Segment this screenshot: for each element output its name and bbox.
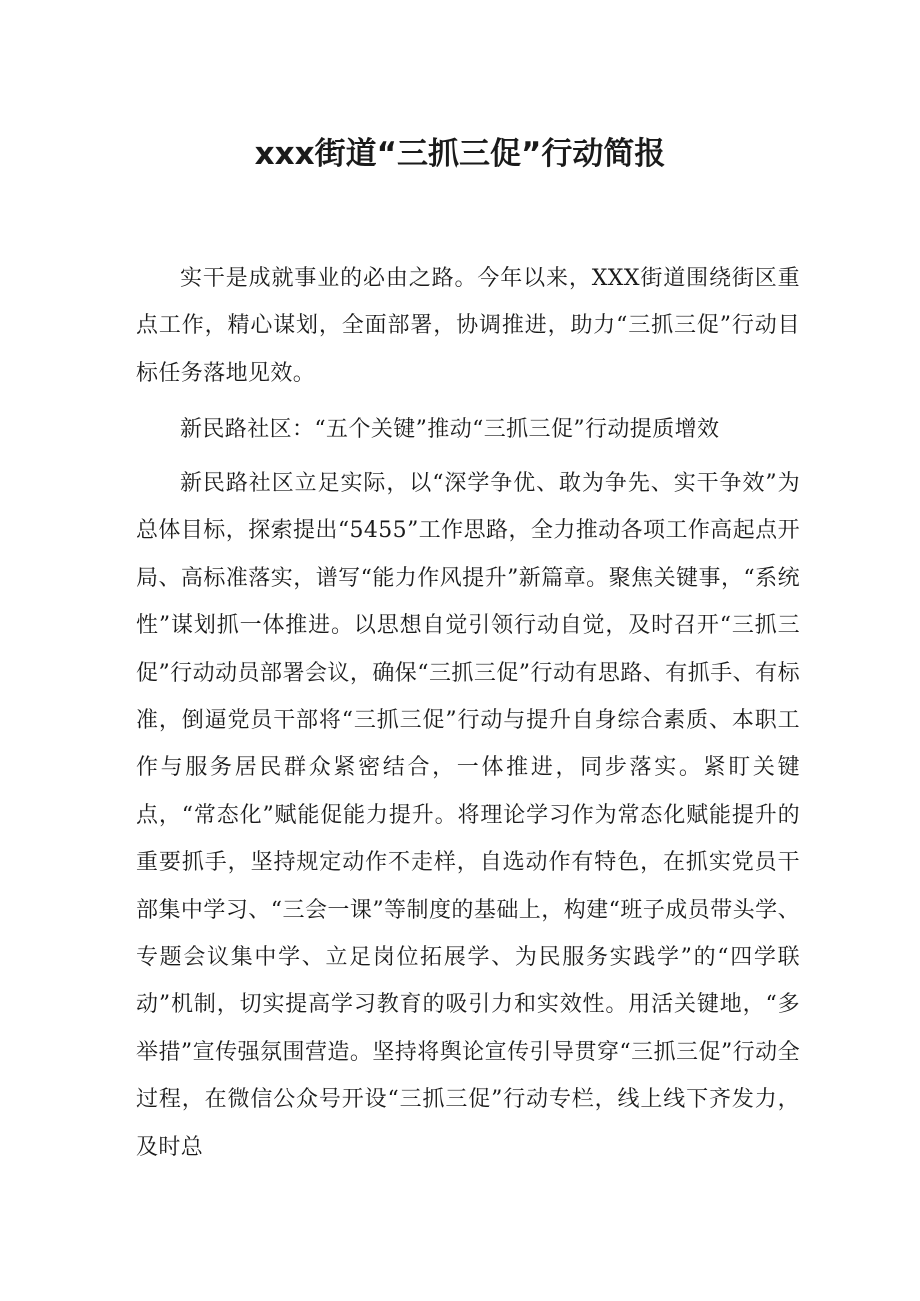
- document-title: xxx街道“三抓三促”行动简报: [254, 136, 666, 172]
- body-paragraph: 新民路社区立足实际，以“深学争优、敢为争先、实干争效”为总体目标，探索提出“5455”工作思路，全力推动各项工作高起点开局、高标准落实，谱写“能力作风提升”新篇章。聚焦关键事，“系统性”谋划抓一体推进。以思想自觉引领行动自觉，及时召开“三抓三促”行动动员部署会议，确保“三抓三促”行动有思路、有抓手、有标准，倒逼党员干部将“三抓三促”行动与提升自身综合素质、本职工作与服务居民群众紧密结合，一体推进，同步落实。紧盯关键点，“常态化”赋能促能力提升。将理论学习作为常态化赋能提升的重要抓手，坚持规定动作不走样，自选动作有特色，在抓实党员干部集中学习、“三会一课”等制度的基础上，构建“班子成员带头学、专题会议集中学、立足岗位拓展学、为民服务实践学”的“四学联动”机制，切实提高学习教育的吸引力和实效性。用活关键地，“多举措”宣传强氛围营造。坚持将舆论宣传引导贯穿“三抓三促”行动全过程，在微信公众号开设“三抓三促”行动专栏，线上线下齐发力，及时总: [136, 471, 800, 1160]
- section-heading: 新民路社区：“五个关键”推动“三抓三促”行动提质增效: [180, 417, 720, 442]
- intro-paragraph: 实干是成就事业的必由之路。今年以来，XXX街道围绕街区重点工作，精心谋划，全面部署，协调推进，助力“三抓三促”行动目标任务落地见效。: [136, 266, 800, 386]
